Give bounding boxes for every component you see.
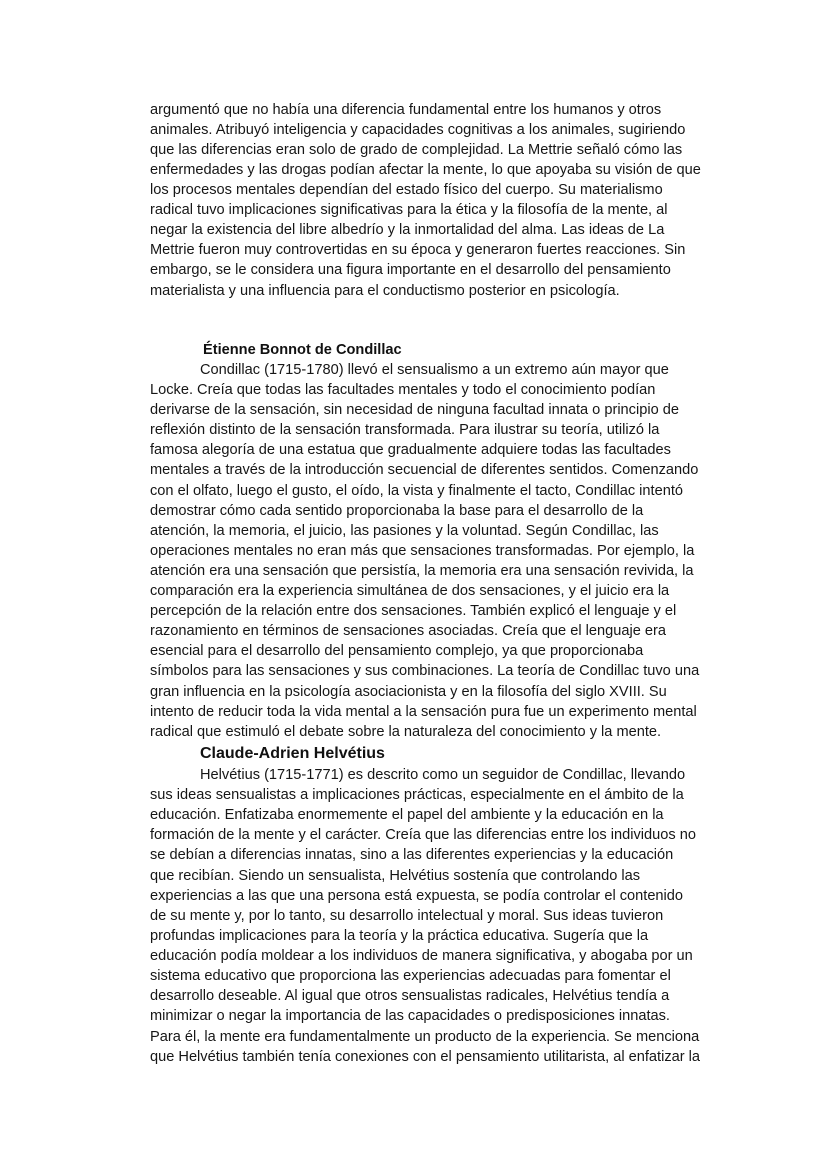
paragraph-line: sistema educativo que proporciona las experiencias adecuadas para fomentar el	[150, 968, 671, 984]
paragraph-line: percepción de la relación entre dos sensaciones. También explicó el lenguaje y el	[150, 603, 677, 619]
paragraph-line: que Helvétius también tenía conexiones con el pensamiento utilitarista, al enfatizar la	[150, 1049, 701, 1065]
paragraph-line: Mettrie fueron muy controvertidas en su época y generaron fuertes reacciones. Sin	[150, 242, 686, 258]
paragraph-line: formación de la mente y el carácter. Creía que las diferencias entre los individuos no	[150, 827, 696, 843]
paragraph-line: educación podía moldear a los individuos de manera significativa, y abogaba por un	[150, 948, 693, 964]
paragraph-line: sus ideas sensualistas a implicaciones prácticas, especialmente en el ámbito de la	[150, 787, 684, 803]
paragraph-line: con el olfato, luego el gusto, el oído, la vista y finalmente el tacto, Condillac intentó	[150, 483, 683, 499]
paragraph-line: profundas implicaciones para la teoría y la práctica educativa. Sugería que la	[150, 928, 649, 944]
paragraph-line: experiencias a las que una persona está expuesta, se podía controlar el contenido	[150, 888, 684, 904]
paragraph-line: símbolos para las sensaciones y sus combinaciones. La teoría de Condillac tuvo una	[150, 663, 700, 679]
paragraph-line: Condillac (1715-1780) llevó el sensualismo a un extremo aún mayor que	[200, 362, 669, 378]
paragraph-line: de su mente y, por lo tanto, su desarrollo intelectual y moral. Sus ideas tuvieron	[150, 908, 664, 924]
paragraph-line: desarrollo deseable. Al igual que otros sensualistas radicales, Helvétius tendía a	[150, 988, 670, 1004]
paragraph-line: operaciones mentales no eran más que sensaciones transformadas. Por ejemplo, la	[150, 543, 695, 559]
paragraph-line: radical que estimuló el debate sobre la naturaleza del conocimiento y la mente.	[150, 724, 662, 740]
paragraph-line: atención era una sensación que persistía, la memoria era una sensación revivida, la	[150, 563, 694, 579]
paragraph-line: reflexión distinto de la sensación transformada. Para ilustrar su teoría, utilizó la	[150, 422, 660, 438]
paragraph-line: que las diferencias eran solo de grado de complejidad. La Mettrie señaló cómo las	[150, 142, 683, 158]
paragraph-line: comparación era la experiencia simultánea de dos sensaciones, y el juicio era la	[150, 583, 670, 599]
paragraph-line: intento de reducir toda la vida mental a la sensación pura fue un experimento mental	[150, 704, 697, 720]
paragraph-line: negar la existencia del libre albedrío y la inmortalidad del alma. Las ideas de La	[150, 222, 665, 238]
paragraph-line: razonamiento en términos de sensaciones asociadas. Creía que el lenguaje era	[150, 623, 666, 639]
paragraph-line: los procesos mentales dependían del estado físico del cuerpo. Su materialismo	[150, 182, 663, 198]
paragraph-line: embargo, se le considera una figura importante en el desarrollo del pensamiento	[150, 262, 671, 278]
paragraph-line: se debían a diferencias innatas, sino a las diferentes experiencias y la educación	[150, 847, 674, 863]
paragraph-line: demostrar cómo cada sentido proporcionaba la base para el desarrollo de la	[150, 503, 644, 519]
paragraph-line: gran influencia en la psicología asociacionista y en la filosofía del siglo XVIII. Su	[150, 684, 667, 700]
paragraph-line: famosa alegoría de una estatua que gradualmente adquiere todas las facultades	[150, 442, 671, 458]
paragraph-line: derivarse de la sensación, sin necesidad de ninguna facultad innata o principio de	[150, 402, 679, 418]
paragraph-line: mentales a través de la introducción secuencial de diferentes sentidos. Comenzando	[150, 462, 699, 478]
paragraph-line: educación. Enfatizaba enormemente el papel del ambiente y la educación en la	[150, 807, 664, 823]
paragraph-line: argumentó que no había una diferencia fundamental entre los humanos y otros	[150, 102, 662, 118]
paragraph-line: Para él, la mente era fundamentalmente un producto de la experiencia. Se menciona	[150, 1029, 700, 1045]
paragraph-line: materialista y una influencia para el conductismo posterior en psicología.	[150, 283, 620, 299]
paragraph-line: enfermedades y las drogas podían afectar la mente, lo que apoyaba su visión de que	[150, 162, 701, 178]
section-heading-helvetius: Claude-Adrien Helvétius	[200, 745, 385, 762]
paragraph-line: radical tuvo implicaciones significativas para la ética y la filosofía de la mente, al	[150, 202, 668, 218]
paragraph-line: que recibían. Siendo un sensualista, Helvétius sostenía que controlando las	[150, 868, 641, 884]
paragraph-line: esencial para el desarrollo del pensamiento complejo, ya que proporcionaba	[150, 643, 644, 659]
paragraph-line: atención, la memoria, el juicio, las pasiones y la voluntad. Según Condillac, las	[150, 523, 659, 539]
paragraph-line: animales. Atribuyó inteligencia y capacidades cognitivas a los animales, sugiriendo	[150, 122, 686, 138]
paragraph-line: minimizar o negar la importancia de las capacidades o predisposiciones innatas.	[150, 1008, 670, 1024]
section-heading-condillac: Étienne Bonnot de Condillac	[203, 342, 402, 358]
paragraph-line: Helvétius (1715-1771) es descrito como un seguidor de Condillac, llevando	[200, 767, 686, 783]
paragraph-line: Locke. Creía que todas las facultades mentales y todo el conocimiento podían	[150, 382, 656, 398]
